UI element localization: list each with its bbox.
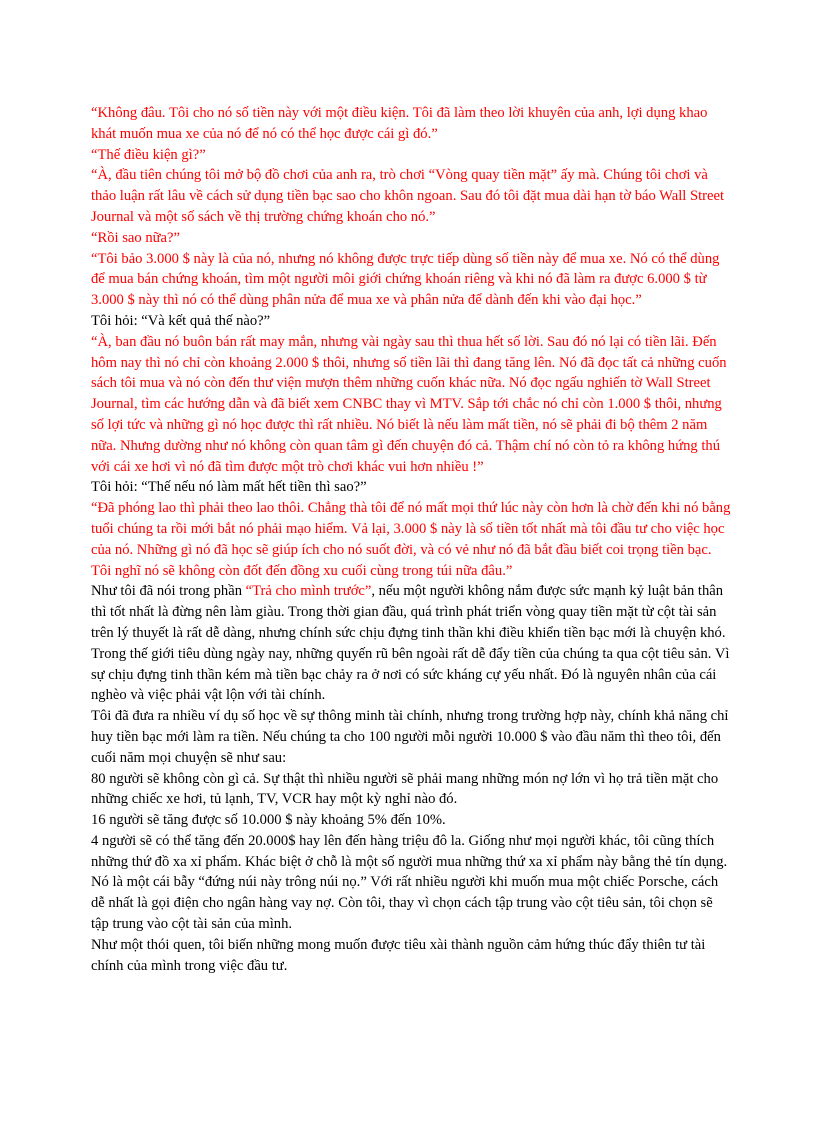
document-page xyxy=(91,103,731,976)
quote-paragraph-trading-result: “À, ban đầu nó buôn bán rất may mắn, nhưng vài ngày sau thì thua hết số lời. Sau đó nó lại có tiền lãi. Đến hôm nay thì nó chỉ còn khoảng 2.000 $ thôi, nhưng số tiền lãi thì đang tăng lên. Nó đã đọc tất cả những cuốn sách tôi mua và nó còn đến thư viện mượn thêm những cuốn khác nữa. Nó đọc ngấu nghiến tờ Wall Street Journal, tìm các hướng dẫn và đã biết xem CNBC thay vì MTV. Sắp tới chắc nó chỉ còn 1.000 $ thôi, nhưng số lợi tức và những gì nó học được thì rất nhiều. Nó biết là nếu làm mất tiền, nó sẽ phải đi bộ thêm 2 năm nữa. Nhưng dường như nó không còn quan tâm gì đến chuyện đó cả. Thậm chí nó còn tỏ ra không hứng thú với cái xe hơi vì nó đã tìm được một trò chơi khác vui hơn nhiều !” xyxy=(91,333,727,475)
body-paragraph-80-people: 80 người sẽ không còn gì cả. Sự thật thì nhiều người sẽ phải mang những món nợ lớn vì họ trả tiền mặt cho những chiếc xe hơi, tủ lạnh, TV, VCR hay một kỳ nghỉ nào đó. xyxy=(91,770,719,808)
body-paragraph-habit: Như một thói quen, tôi biến những mong muốn được tiêu xài thành nguồn cảm hứng thúc đẩy thiên tư tài chính của mình trong việc đầu tư. xyxy=(91,936,706,974)
body-paragraph-16-people: 16 người sẽ tăng được số 10.000 $ này khoảng 5% đến 10%. xyxy=(91,812,446,829)
body-paragraph-100-people: Tôi đã đưa ra nhiều ví dụ số học về sự thông minh tài chính, nhưng trong trường hợp này, chính khả năng chỉ huy tiền bạc mới làm ra tiền. Nếu chúng ta cho 100 người mỗi người 10.000 $ vào đầu năm thì theo tôi, đến cuối năm mọi chuyện sẽ như sau: xyxy=(91,708,729,766)
quote-paragraph-cashflow-game: “À, đầu tiên chúng tôi mở bộ đồ chơi của anh ra, trò chơi “Vòng quay tiền mặt” ấy mà. Chúng tôi chơi và thảo luận rất lâu về cách sử dụng tiền bạc sao cho khôn ngoan. Sau đó tôi đặt mua dài hạn tờ báo Wall Street Journal và một số sách về thị trường chứng khoán cho nó.” xyxy=(91,167,725,225)
self-discipline-body: , nếu một người không nắm được sức mạnh kỷ luật bản thân thì tốt nhất là đừng nên làm giàu. Trong thời gian đầu, quá trình phát triển vòng quay tiền mặt từ cột tài sản trên lý thuyết là rất dễ dàng, nhưng chính sức chịu đựng tinh thần khi điều khiển tiền bạc mới là chuyện khó. Trong thế giới tiêu dùng ngày nay, những quyến rũ bên ngoài rất dễ đẩy tiền của chúng ta qua cột tiêu sản. Vì sự chịu đựng tinh thần kém mà tiền bạc chảy ra ở nơi có sức kháng cự yếu nhất. Đó là nguyên nhân của cái nghèo và việc phải vật lộn với tài chính. xyxy=(91,583,730,704)
body-paragraph-4-people: 4 người sẽ có thể tăng đến 20.000$ hay lên đến hàng triệu đô la. Giống như mọi người khác, tôi cũng thích những thứ đồ xa xỉ phẩm. Khác biệt ở chỗ là một số người mua những thứ xa xỉ phẩm này bằng thẻ tín dụng. Nó là một cái bẫy “đứng núi này trông núi nọ.” Với rất nhiều người khi muốn mua một chiếc Porsche, cách dễ nhất là gọi điện cho ngân hàng vay nợ. Còn tôi, thay vì chọn cách tập trung vào cột tiêu sản, tôi chọn sẽ tập trung vào cột tài sản của mình. xyxy=(91,832,728,933)
quote-question-condition: “Thế điều kiện gì?” xyxy=(91,146,206,163)
quote-paragraph-condition: “Không đâu. Tôi cho nó số tiền này với một điều kiện. Tôi đã làm theo lời khuyên của anh, lợi dụng khao khát muốn mua xe của nó để nó có thể học được cái gì đó.” xyxy=(91,105,708,142)
quote-paragraph-best-investment: “Đã phóng lao thì phải theo lao thôi. Chẳng thà tôi để nó mất mọi thứ lúc này còn hơn là chờ đến khi nó bằng tuổi chúng ta rồi mới bắt nó phải mạo hiểm. Vả lại, 3.000 $ này là số tiền tốt nhất mà tôi đầu tư cho việc học của nó. Những gì nó đã học sẽ giúp ích cho nó suốt đời, và có vẻ như nó đã bắt đầu biết coi trọng tiền bạc. Tôi nghĩ nó sẽ không còn đốt đến đồng xu cuối cùng trong túi nữa đâu.” xyxy=(91,500,731,579)
body-paragraph-self-discipline xyxy=(91,581,731,706)
quote-paragraph-rules: “Tôi bảo 3.000 $ này là của nó, nhưng nó không được trực tiếp dùng số tiền này để mua xe. Nó có thể dùng để mua bán chứng khoán, tìm một người môi giới chứng khoán riêng và khi nó đã làm ra được 6.000 $ từ 3.000 $ này thì nó có thể dùng phân nửa để mua xe và phân nửa để dành đến khi vào đại học.” xyxy=(91,250,720,309)
pay-yourself-first-reference: “Trả cho mình trước” xyxy=(245,583,372,600)
self-discipline-intro: Như tôi đã nói trong phần xyxy=(91,583,246,600)
quote-question-then-what: “Rồi sao nữa?” xyxy=(91,229,180,246)
narrator-question-lose-money: Tôi hỏi: “Thế nếu nó làm mất hết tiền thì sao?” xyxy=(91,479,367,496)
narrator-question-result: Tôi hỏi: “Và kết quả thế nào?” xyxy=(91,312,271,329)
